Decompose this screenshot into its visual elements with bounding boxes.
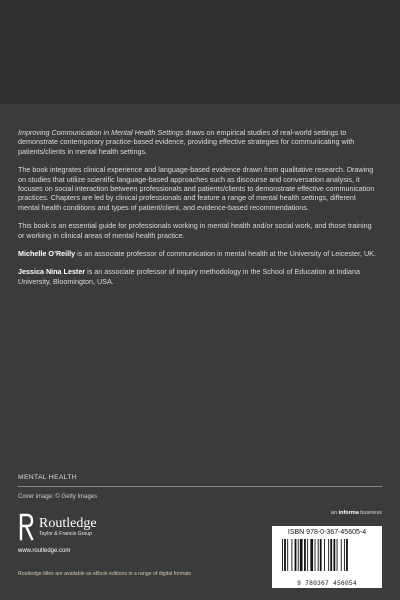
barcode-bar (287, 539, 288, 571)
author-name: Jessica Nina Lester (18, 267, 86, 277)
barcode-bar (320, 539, 322, 571)
author-bio-2 (18, 267, 378, 286)
ebook-tagline: Routledge titles are available as eBook editions in a range of digital formats (18, 571, 192, 577)
barcode-bar (304, 539, 306, 571)
barcode-bar (315, 539, 316, 571)
barcode-bar (298, 539, 299, 571)
publisher-logo-text (39, 516, 97, 538)
cover-image-credit: Cover image: © Getty Images (18, 494, 98, 500)
description-paragraph-2: The book integrates clinical experience and language-based evidence drawn from qualitative research. Drawing on studies that utilize scientific language-based approaches such as discourse and conversation analysis, it focuses on social interaction between professionals and patients/clients to demonstrate effective communication practices. Chapters are led by clinical professionals and feature a range of mental health settings, different mental health conditions and types of patient/client, and evidence-based recommendations. (18, 165, 375, 212)
informa-suffix: business (358, 510, 382, 516)
barcode-bar (341, 539, 342, 571)
informa-business-label (331, 510, 382, 516)
author-name: Michelle O’Reilly (18, 249, 76, 259)
author-bio-1 (18, 249, 378, 258)
barcode-bar (310, 539, 313, 571)
informa-prefix: an (330, 510, 339, 516)
description-paragraph-1-text: draws on empirical studies of real-world settings to demonstrate contemporary practice-based evidence, providing effective strategies for communicating with patients/clients in mental health settings. (18, 128, 355, 156)
barcode-bar (307, 539, 308, 571)
barcode-bar (282, 539, 283, 571)
barcode-bar (318, 539, 319, 571)
routledge-r-icon (18, 513, 34, 541)
publisher-logo (18, 513, 97, 541)
publisher-group: Taylor & Francis Group (39, 531, 93, 537)
isbn-barcode-box (272, 526, 382, 588)
description-paragraph-3: This book is an essential guide for professionals working in mental health and/or social work, and those training or working in clinical areas of mental health practice. (18, 221, 372, 240)
barcode-bar (330, 539, 332, 571)
barcode-bar (346, 539, 348, 571)
publisher-name: Routledge (39, 516, 97, 531)
isbn-label: ISBN 978-0-367-45605-4 (287, 529, 367, 536)
author-bio-text: is an associate professor of inquiry methodology in the School of Education at Indiana University, Bloomington, USA. (18, 267, 361, 286)
barcode-bar (337, 539, 338, 571)
barcode-digits: 9 780367 456054 (297, 580, 357, 587)
barcode-bar (300, 539, 303, 571)
barcode-bar (291, 539, 292, 571)
barcode-bar (333, 539, 335, 571)
back-cover-text (18, 128, 378, 295)
informa-brand: informa (338, 510, 359, 516)
subject-category: MENTAL HEALTH (18, 474, 77, 481)
barcode-bar (295, 539, 297, 571)
divider-line (18, 486, 382, 487)
cover-top-band (0, 0, 400, 104)
barcode (280, 539, 374, 579)
barcode-bar (344, 539, 345, 571)
barcode-bar (328, 539, 329, 571)
barcode-bar (284, 539, 286, 571)
publisher-website: www.routledge.com (18, 548, 71, 554)
description-paragraph-1 (18, 128, 378, 156)
author-bio-text: is an associate professor of communication in mental health at the University of Leicester, UK. (75, 249, 376, 259)
barcode-bar (324, 539, 325, 571)
book-title-italic: Improving Communication in Mental Health Settings (18, 128, 184, 137)
